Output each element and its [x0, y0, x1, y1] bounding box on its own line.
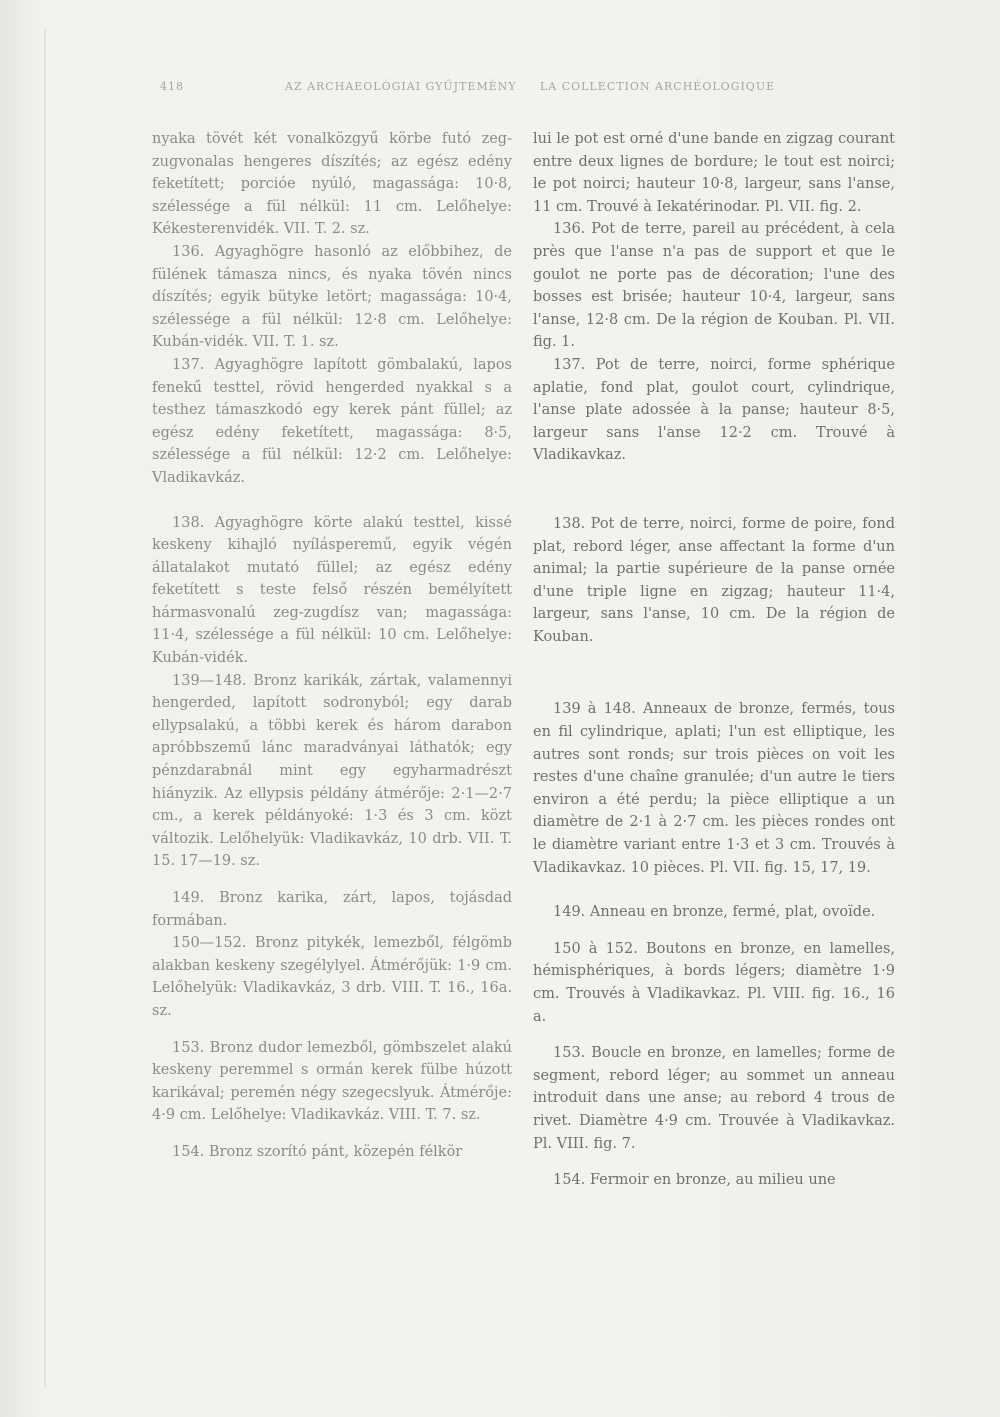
catalog-entry: 136. Pot de terre, pareil au précédent, à cela près que l'anse n'a pas de support et que le goulot ne porte pas de décoration; l'une des bosses est brisée; hauteur 10·4, largeur, sans l'anse, 12·8 cm. De la région de Kouban. Pl. VII. fig. 1. — [533, 221, 895, 351]
catalog-entry: 153. Bronz dudor lemezből, gömbszelet alakú keskeny peremmel s ormán kerek fülbe húzott karikával; peremén négy szegecslyuk. Átmérője: 4·9 cm. Lelőhelye: Vladikavkáz. VIII. T. 7. sz. — [152, 1039, 512, 1124]
header-title-hungarian: AZ ARCHAEOLÓGIAI GYŰJTEMÉNY — [285, 80, 517, 93]
hungarian-column — [152, 128, 512, 1164]
page-number: 418 — [160, 80, 184, 93]
catalog-entry: 150 à 152. Boutons en bronze, en lamelles, hémisphériques, à bords légers; diamètre 1·9 cm. Trouvés à Vladikavkaz. Pl. VIII. fig. 16., 16 a. — [533, 940, 895, 1025]
catalog-entry: 149. Anneau en bronze, fermé, plat, ovoïde. — [553, 904, 876, 921]
catalog-entry: 139 à 148. Anneaux de bronze, fermés, tous en fil cylindrique, aplati; l'un est elliptique, les autres sont ronds; sur trois pièces on voit les restes d'une chaîne granulée; d'un autre le tiers environ a été perdu; la pièce elliptique a un diamètre de 2·1 à 2·7 cm. les pièces rondes ont le diamètre variant entre 1·3 et 3 cm. Trouvés à Vladikavkaz. 10 pièces. Pl. VII. fig. 15, 17, 19. — [533, 701, 895, 876]
catalog-entry: 154. Bronz szorító pánt, közepén félkör — [172, 1143, 463, 1160]
page-edge-shadow — [44, 28, 46, 1388]
catalog-entry: 138. Pot de terre, noirci, forme de poire, fond plat, rebord léger, anse affectant la forme d'un animal; la partie supérieure de la panse ornée d'une triple ligne en zigzag; hauteur 11·4, largeur, sans l'anse, 10 cm. De la région de Kouban. — [533, 515, 895, 645]
running-header — [160, 80, 775, 98]
catalog-entry: 136. Agyaghögre hasonló az előbbihez, de fülének támasza nincs, és nyaka tövén nincs díszítés; egyik bütyke letört; magassága: 10·4, szélessége a fül nélkül: 12·8 cm. Lelőhelye: Kubán-vidék. VII. T. 1. sz. — [152, 243, 512, 351]
catalog-entry: 138. Agyaghögre körte alakú testtel, kissé keskeny kihajló nyílásperemű, egyik végén állatalakot mutató füllel; az egész edény feketített s teste felső részén bemélyített hármasvonalú zeg-zugdísz van; magassága: 11·4, szélessége a fül nélkül: 10 cm. Lelőhelye: Kubán-vidék. — [152, 514, 512, 667]
catalog-entry: 154. Fermoir en bronze, au milieu une — [553, 1172, 836, 1189]
catalog-entry: lui le pot est orné d'une bande en zigzag courant entre deux lignes de bordure; le tout est noirci; le pot noirci; hauteur 10·8, largeur, sans l'anse, 11 cm. Trouvé à Iekatérinodar. Pl. VII. fig. 2. — [533, 131, 895, 215]
catalog-entry: nyaka tövét két vonalközgyű körbe futó zeg-zugvonalas hengeres díszítés; az egész edény feketített; porcióe nyúló, magassága: 10·8, szélessége a fül nélkül: 11 cm. Lelőhelye: Kékesterenvidék. VII. T. 2. sz. — [152, 131, 512, 238]
catalog-entry: 150—152. Bronz pitykék, lemezből, félgömb alakban keskeny szegélylyel. Átmérőjük: 1·9 cm. Lelőhelyük: Vladikavkáz, 3 drb. VIII. T. 16., 16a. sz. — [152, 935, 512, 1019]
catalog-entry: 153. Boucle en bronze, en lamelles; forme de segment, rebord léger; au sommet un anneau introduit dans une anse; au rebord 4 trous de rivet. Diamètre 4·9 cm. Trouvée à Vladikavkaz. Pl. VIII. fig. 7. — [533, 1045, 895, 1152]
header-title-french: LA COLLECTION ARCHÉOLOGIQUE — [540, 80, 776, 93]
catalog-entry: 137. Agyaghögre lapított gömbalakú, lapos fenekű testtel, rövid hengerded nyakkal s a testhez támaszkodó egy kerek pánt füllel; az egész edény feketített, magassága: 8·5, szélessége a fül nélkül: 12·2 cm. Lelőhelye: Vladikavkáz. — [152, 356, 512, 486]
catalog-entry: 149. Bronz karika, zárt, lapos, tojásdad formában. — [152, 890, 512, 929]
catalog-entry: 137. Pot de terre, noirci, forme sphérique aplatie, fond plat, goulot court, cylindrique, l'anse plate adossée à la panse; hauteur 8·5, largeur sans l'anse 12·2 cm. Trouvé à Vladikavkaz. — [533, 356, 895, 464]
french-column — [533, 128, 895, 1192]
catalog-entry: 139—148. Bronz karikák, zártak, valamennyi hengerded, lapított sodronyból; egy darab ellypsalakú, a többi kerek és három darabon apróbbszemű lánc maradványai láthatók; egy pénzdarabnál mint egy egyharmadrészt hiányzik. Az ellypsis példány átmérője: 2·1—2·7 cm., a kerek példányoké: 1·3 és 3 cm. közt változik. Lelőhelyük: Vladikavkáz, 10 drb. VII. T. 15. 17—19. sz. — [152, 672, 512, 870]
